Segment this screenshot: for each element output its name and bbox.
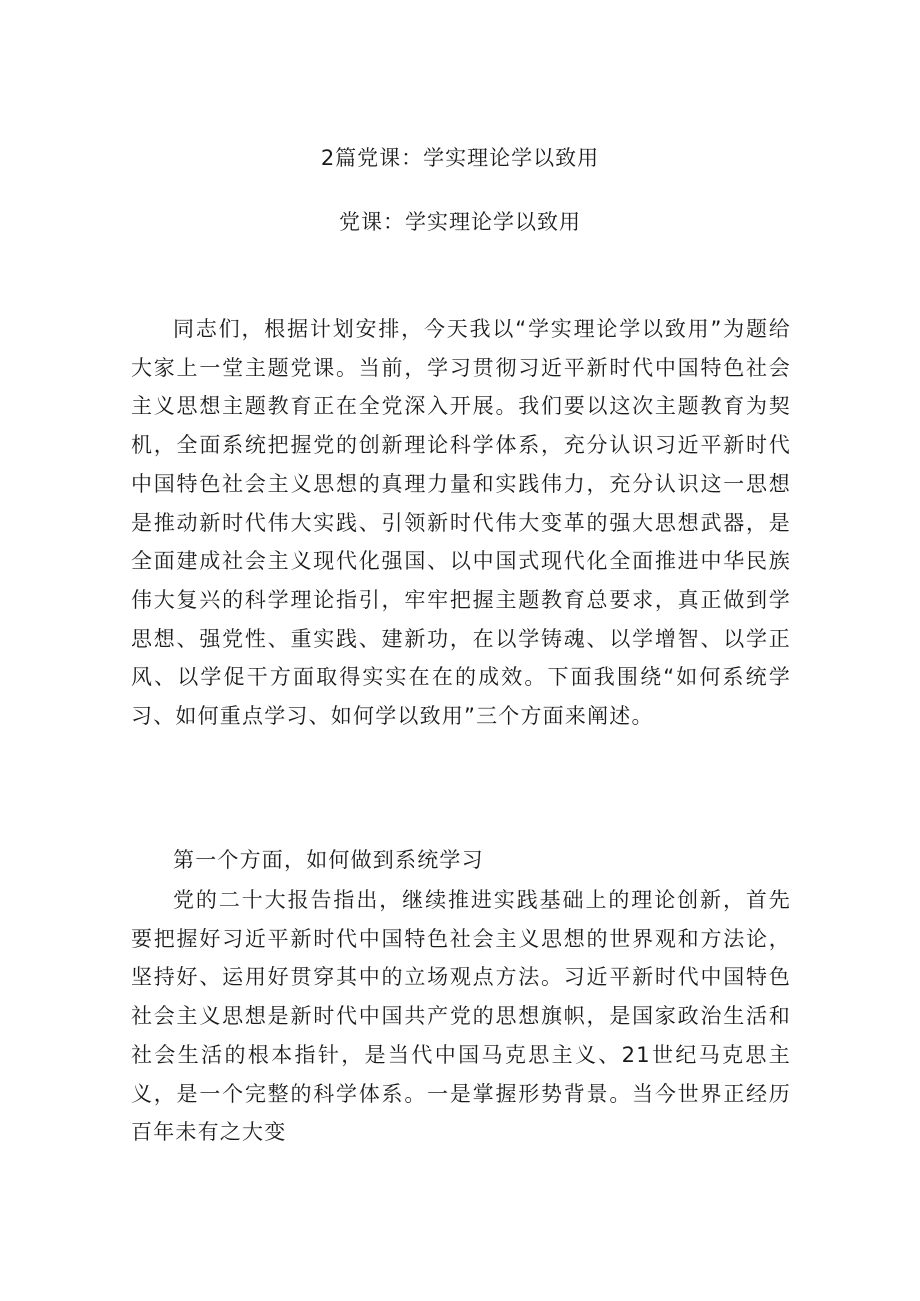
document-title: 2篇党课：学实理论学以致用 bbox=[320, 146, 600, 170]
paragraph-intro: 同志们，根据计划安排，今天我以“学实理论学以致用”为题给大家上一堂主题党课。当前，学习贯彻习近平新时代中国特色社会主义思想主题教育正在全党深入开展。我们要以这次主题教育为契机，全面系统把握党的创新理论科学体系，充分认识习近平新时代中国特色社会主义思想的真理力量和实践伟力，充分认识这一思想是推动新时代伟大实践、引领新时代伟大变革的强大思想武器，是全面建成社会主义现代化强国、以中国式现代化全面推进中华民族伟大复兴的科学理论指引，牢牢把握主题教育总要求，真正做到学思想、强党性、重实践、建新功，在以学铸魂、以学增智、以学正风、以学促干方面取得实实在在的成效。下面我围绕“如何系统学习、如何重点学习、如何学以致用”三个方面来阐述。 bbox=[131, 317, 791, 729]
section-heading: 第一个方面，如何做到系统学习 bbox=[173, 848, 484, 872]
document-subtitle: 党课：学实理论学以致用 bbox=[339, 210, 581, 234]
paragraph-section-one: 党的二十大报告指出，继续推进实践基础上的理论创新，首先要把握好习近平新时代中国特色社会主义思想的世界观和方法论，坚持好、运用好贯穿其中的立场观点方法。习近平新时代中国特色社会主义思想是新时代中国共产党的思想旗帜，是国家政治生活和社会生活的根本指针，是当代中国马克思主义、21世纪马克思主义，是一个完整的科学体系。一是掌握形势背景。当今世界正经历百年未有之大变 bbox=[131, 888, 791, 1145]
